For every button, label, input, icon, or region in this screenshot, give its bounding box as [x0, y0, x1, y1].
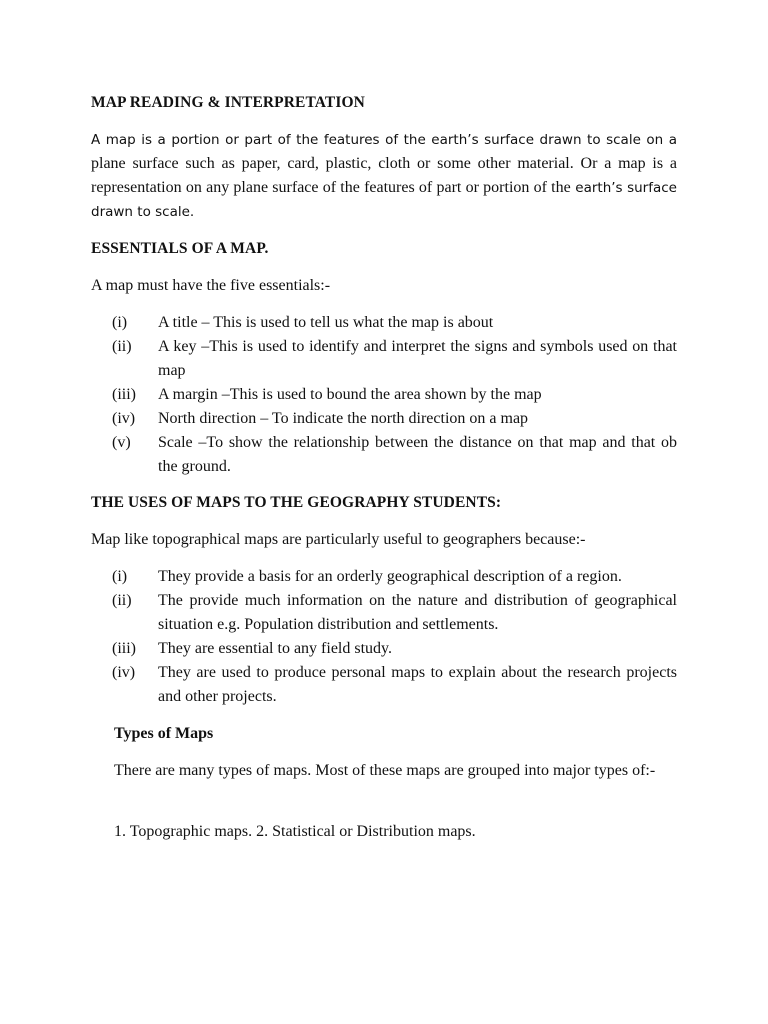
list-item-number: (v): [112, 434, 131, 451]
list-item: [112, 407, 677, 431]
list-item: [112, 311, 677, 335]
list-item-text: A title – This is used to tell us what the map is about: [158, 314, 494, 331]
uses-intro: Map like topographical maps are particularly useful to geographers because:-: [91, 531, 586, 548]
list-item: [112, 589, 677, 637]
uses-heading: THE USES OF MAPS TO THE GEOGRAPHY STUDENTS:: [91, 494, 502, 511]
map-definition-paragraph: [91, 128, 677, 224]
list-item-number: (iii): [112, 386, 136, 403]
essentials-list: [112, 311, 677, 479]
list-item-number: (iii): [112, 640, 136, 657]
list-item: [112, 661, 677, 709]
list-item-number: (ii): [112, 338, 132, 355]
list-item-text: They provide a basis for an orderly geographical description of a region.: [158, 568, 622, 585]
essentials-intro: A map must have the five essentials:-: [91, 277, 331, 294]
list-item-text: A margin –This is used to bound the area shown by the map: [158, 386, 542, 403]
list-item: [112, 431, 677, 479]
types-intro: There are many types of maps. Most of these maps are grouped into major types of:-: [114, 762, 656, 779]
list-item: [112, 383, 677, 407]
list-item-text: North direction – To indicate the north direction on a map: [158, 410, 529, 427]
list-item-number: (i): [112, 314, 128, 331]
list-item: [112, 637, 677, 661]
uses-list: [112, 565, 677, 709]
list-item-number: (iv): [112, 664, 136, 681]
list-item-text: They are essential to any field study.: [158, 640, 392, 657]
page-title: MAP READING & INTERPRETATION: [91, 94, 365, 111]
list-item: [112, 565, 677, 589]
list-item-text: They are used to produce personal maps to explain about the research projects and other projects.: [158, 664, 677, 705]
types-heading: Types of Maps: [114, 725, 214, 742]
definition-part-3: earth’s surface drawn to scale.: [91, 180, 677, 220]
list-item-number: (ii): [112, 592, 132, 609]
list-item: [112, 335, 677, 383]
list-item-text: The provide much information on the nature and distribution of geographical situation e.g. Population distribution and settlements.: [158, 592, 677, 633]
types-list: 1. Topographic maps. 2. Statistical or Distribution maps.: [114, 823, 476, 840]
list-item-text: A key –This is used to identify and interpret the signs and symbols used on that map: [158, 338, 677, 379]
definition-part-2: plane surface such as paper, card, plastic, cloth or some other material. Or a map is a representation on any plane surface of the features of part or portion of the: [91, 155, 677, 196]
list-item-number: (iv): [112, 410, 136, 427]
list-item-text: Scale –To show the relationship between the distance on that map and that ob the ground.: [158, 434, 677, 475]
list-item-number: (i): [112, 568, 128, 585]
definition-part-1: A map is a portion or part of the features of the earth’s surface drawn to scale on a: [91, 132, 677, 148]
essentials-heading: ESSENTIALS OF A MAP.: [91, 240, 269, 257]
